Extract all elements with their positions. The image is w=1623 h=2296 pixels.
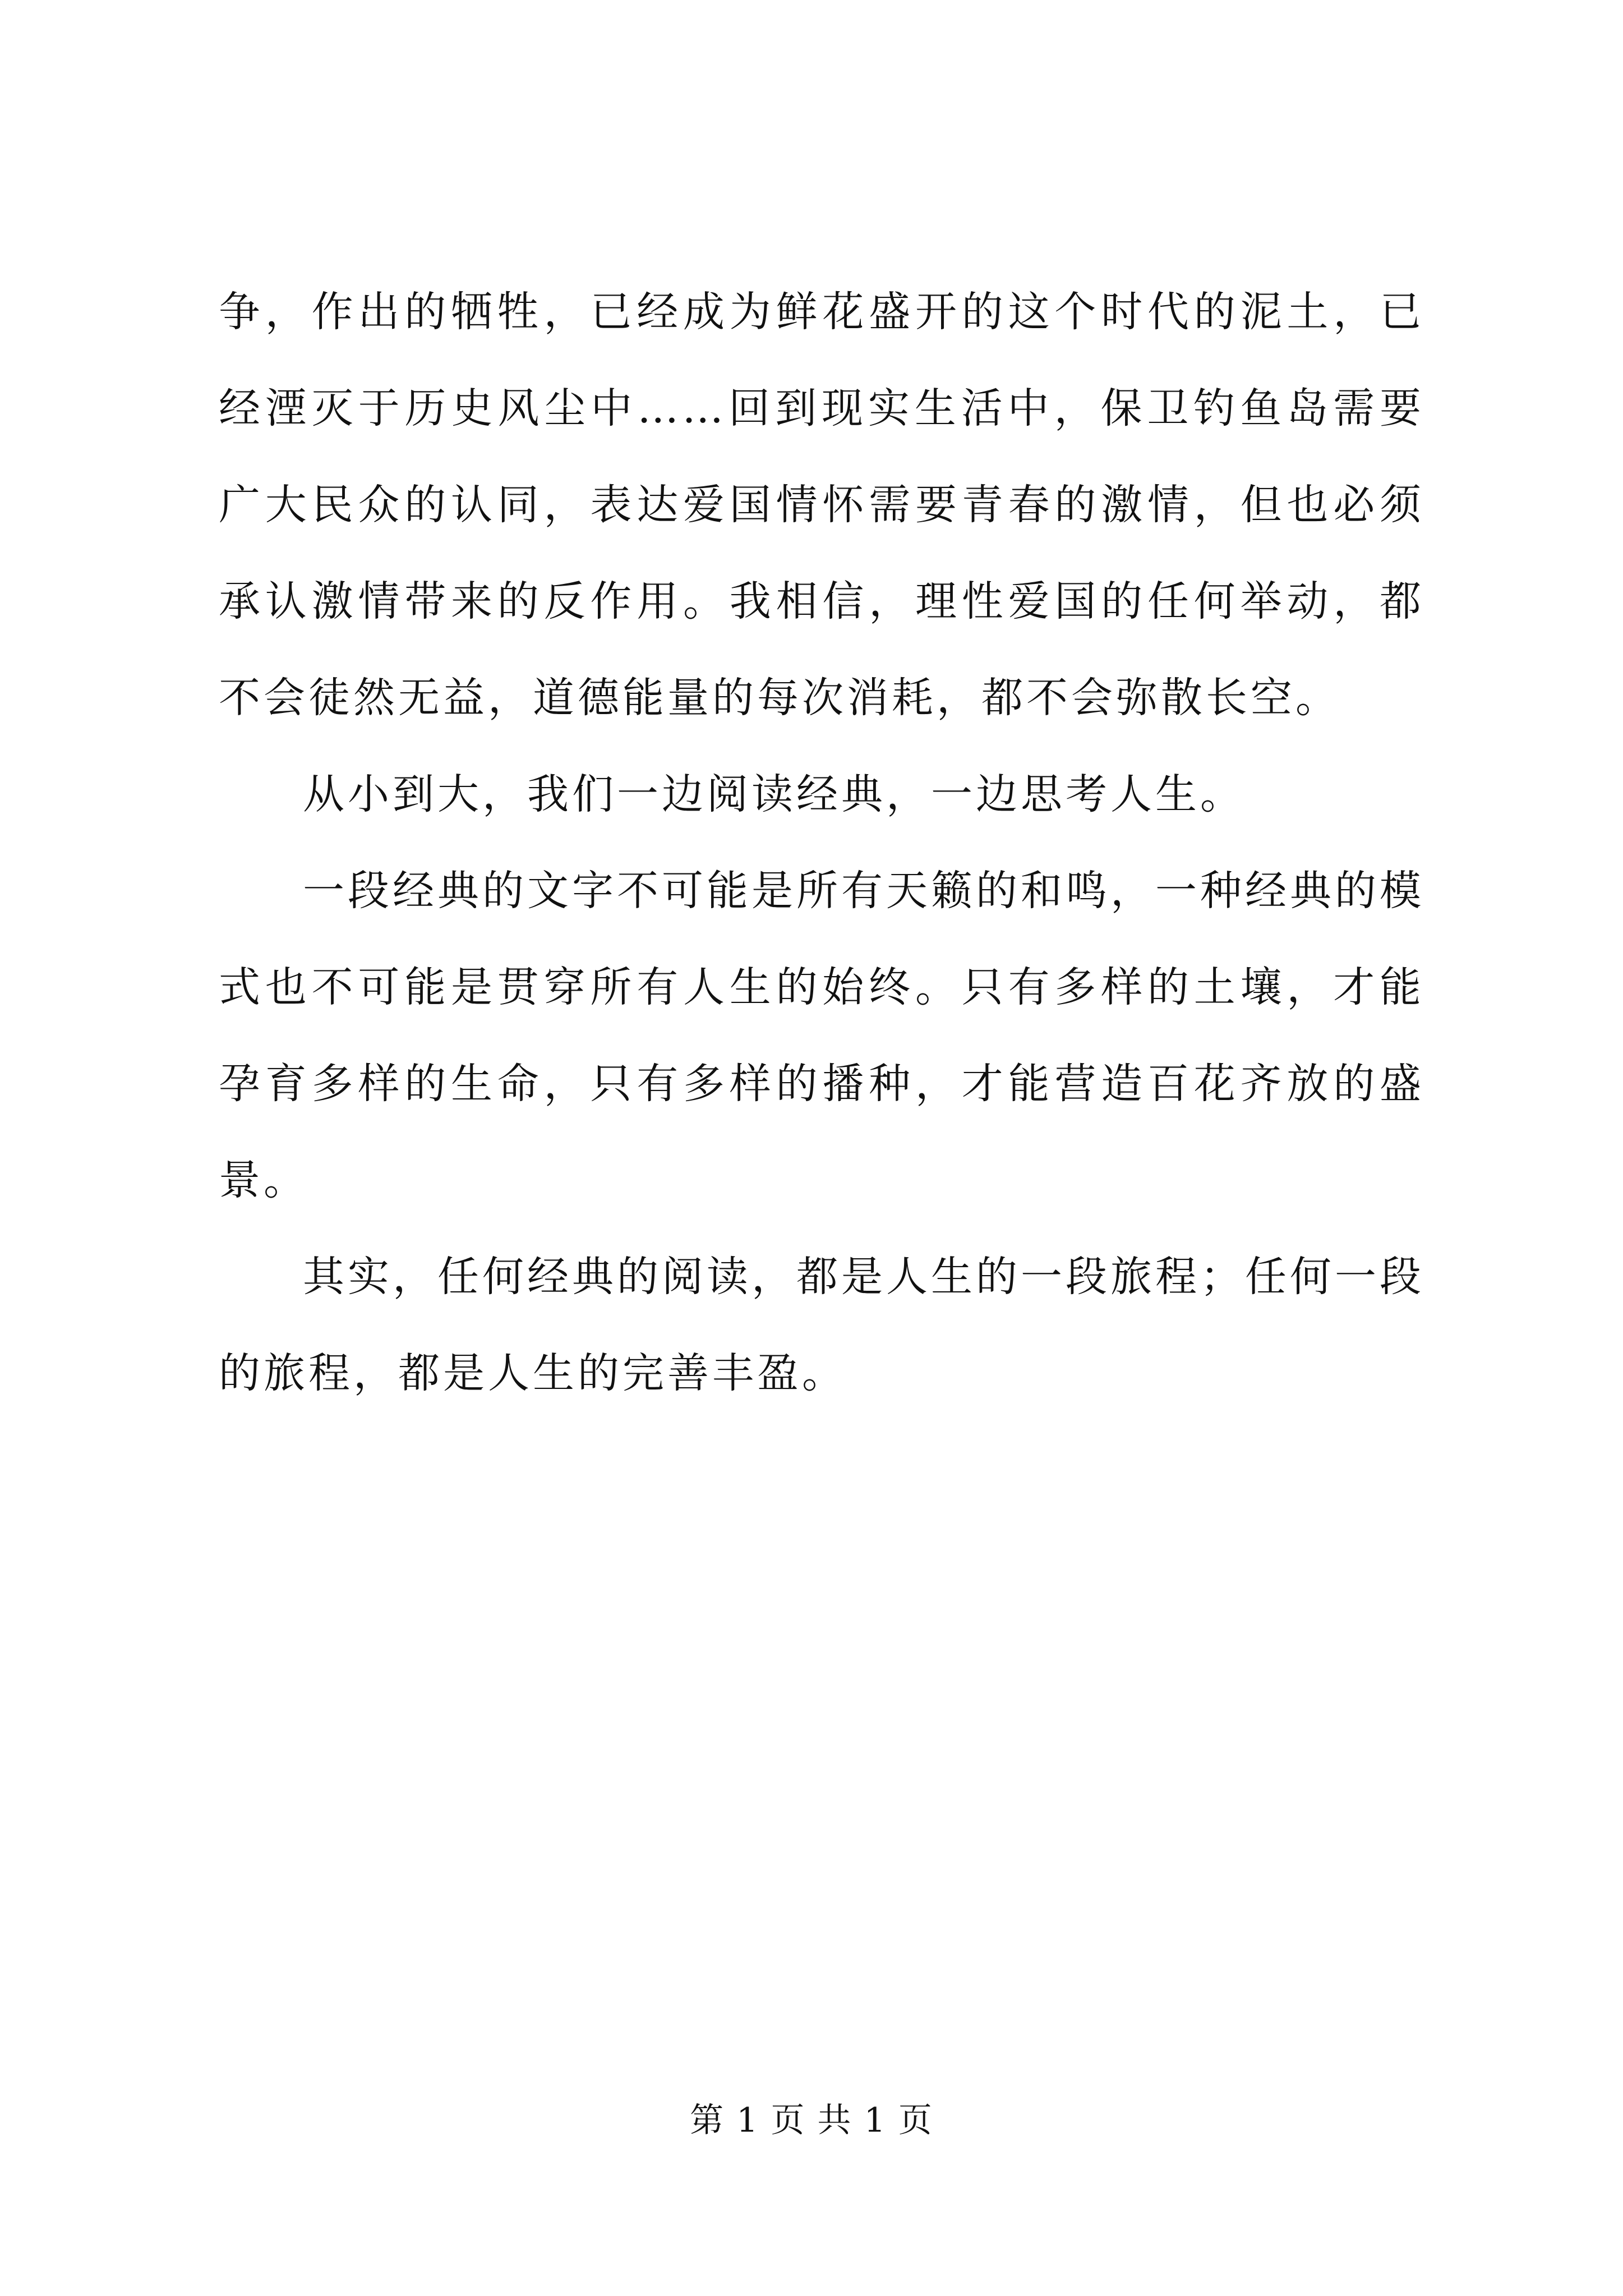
document-body [219,264,1424,1421]
paragraph-2: 从小到大，我们一边阅读经典，一边思考人生。 [303,770,1245,818]
paragraph-3: 一段经典的文字不可能是所有天籁的和鸣，一种经典的模式也不可能是贯穿所有人生的始终。只有多样的土壤，才能孕育多样的生命，只有多样的播种，才能营造百花齐放的盛景。 [219,867,1424,1204]
page-footer [0,2098,1623,2143]
paragraph-4: 其实，任何经典的阅读，都是人生的一段旅程；任何一段的旅程，都是人生的完善丰盈。 [219,1253,1424,1397]
paragraph-1: 争，作出的牺牲，已经成为鲜花盛开的这个时代的泥土，已经湮灭于历史风尘中……回到现实生活中，保卫钓鱼岛需要广大民众的认同，表达爱国情怀需要青春的激情，但也必须承认激情带来的反作用。我相信，理性爱国的任何举动，都不会徒然无益，道德能量的每次消耗，都不会弥散长空。 [219,288,1424,722]
page-number-label: 第 1 页 共 1 页 [690,2101,933,2140]
